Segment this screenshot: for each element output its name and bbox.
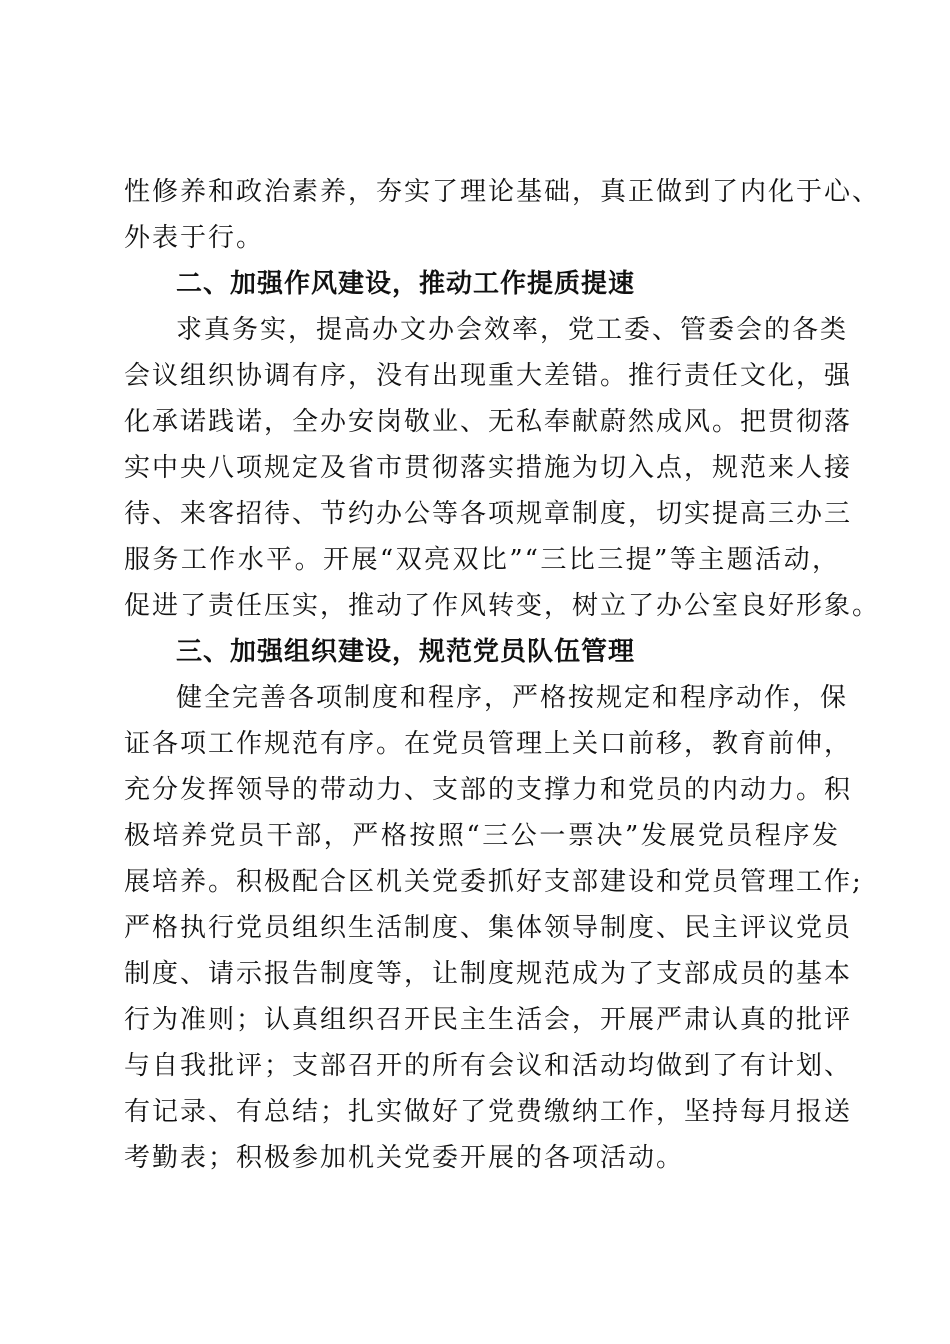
section-2-line-2: 会议组织协调有序，没有出现重大差错。推行责任文化，强	[124, 361, 853, 391]
section-2-line-3: 化承诺践诺，全办安岗敬业、无私奉献蔚然成风。把贯彻落	[124, 407, 853, 437]
section-3-line-7: 制度、请示报告制度等，让制度规范成为了支部成员的基本	[124, 959, 853, 989]
section-3-line-1: 健全完善各项制度和程序，严格按规定和程序动作，保	[176, 683, 849, 713]
section-3-line-10: 有记录、有总结；扎实做好了党费缴纳工作，坚持每月报送	[124, 1097, 853, 1127]
section-3-line-11: 考勤表；积极参加机关党委开展的各项活动。	[124, 1143, 685, 1173]
section-3-line-3: 充分发挥领导的带动力、支部的支撑力和党员的内动力。积	[124, 775, 853, 805]
section-2-line-6: 服务工作水平。开展“双亮双比”“三比三提”等主题活动，	[124, 545, 840, 575]
section-2-heading: 二、加强作风建设，推动工作提质提速	[176, 269, 636, 299]
section-3-line-5: 展培养。积极配合区机关党委抓好支部建设和党员管理工作;	[124, 867, 863, 897]
section-2-line-4: 实中央八项规定及省市贯彻落实措施为切入点，规范来人接	[124, 453, 853, 483]
section-3-heading: 三、加强组织建设，规范党员队伍管理	[176, 637, 636, 667]
section-2-line-7: 促进了责任压实，推动了作风转变，树立了办公室良好形象。	[124, 591, 881, 621]
section-3-line-6: 严格执行党员组织生活制度、集体领导制度、民主评议党员	[124, 913, 853, 943]
section-2-line-1: 求真务实，提高办文办会效率，党工委、管委会的各类	[176, 315, 849, 345]
section-3-line-2: 证各项工作规范有序。在党员管理上关口前移，教育前伸，	[124, 729, 853, 759]
intro-line-2: 外表于行。	[124, 223, 265, 253]
section-3-line-9: 与自我批评；支部召开的所有会议和活动均做到了有计划、	[124, 1051, 853, 1081]
intro-line-1: 性修养和政治素养，夯实了理论基础，真正做到了内化于心、	[124, 177, 881, 207]
section-3-line-8: 行为准则；认真组织召开民主生活会，开展严肃认真的批评	[124, 1005, 853, 1035]
section-2-line-5: 待、来客招待、节约办公等各项规章制度，切实提高三办三	[124, 499, 853, 529]
section-3-line-4: 极培养党员干部，严格按照“三公一票决”发展党员程序发	[124, 821, 840, 851]
